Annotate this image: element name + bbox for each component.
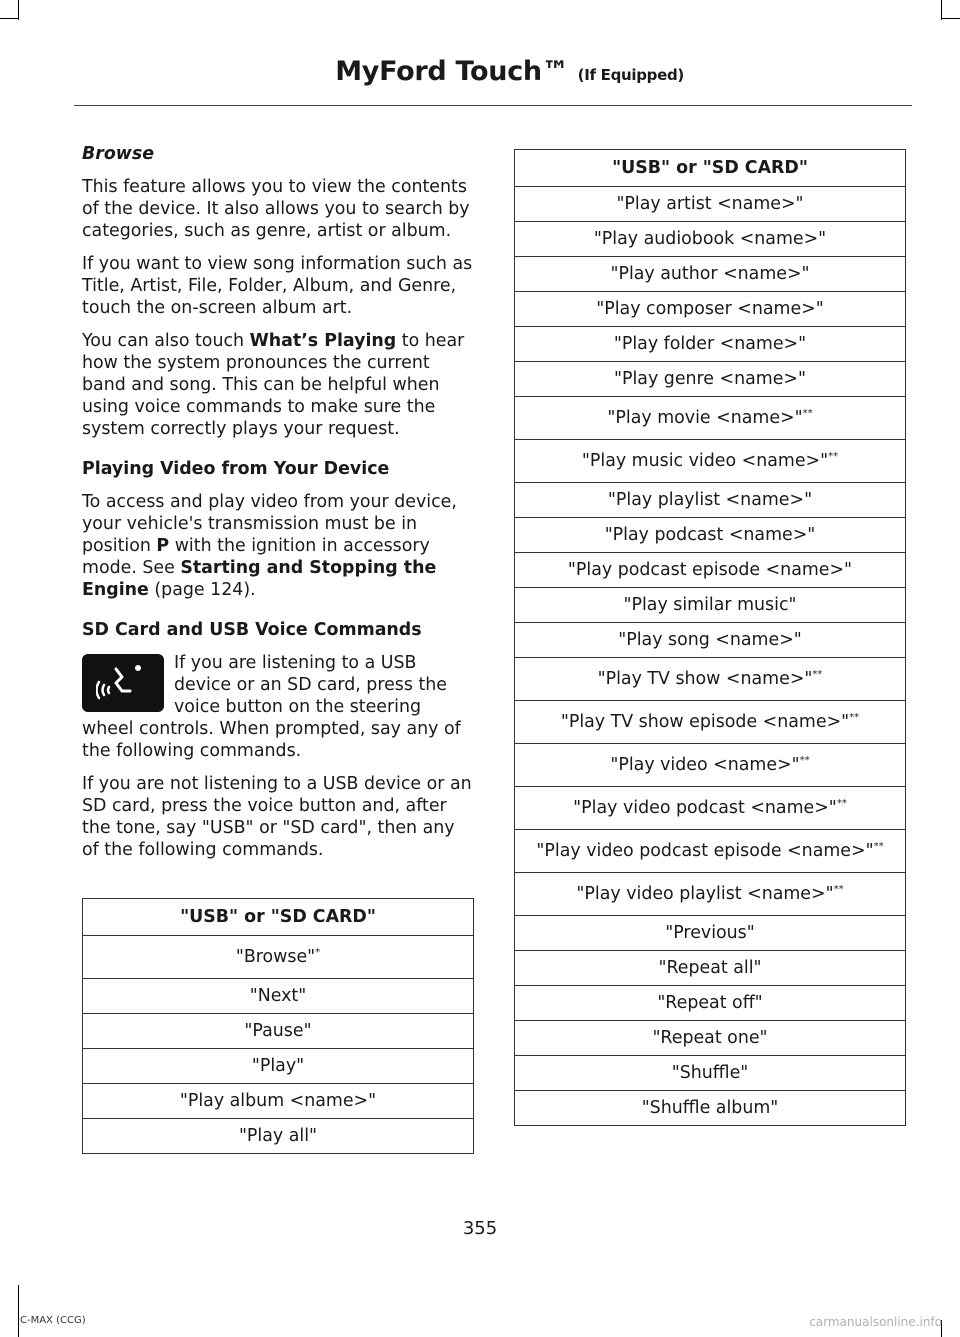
- footnote-marker: **: [799, 755, 810, 767]
- video-heading: Playing Video from Your Device: [82, 459, 390, 479]
- header-title: MyFord Touch™: [335, 56, 569, 87]
- command-cell: [515, 830, 906, 873]
- table-row: [515, 362, 906, 397]
- command-text: "Play TV show <name>": [597, 669, 813, 689]
- footnote-marker: **: [802, 408, 813, 420]
- crop-mark: [941, 0, 942, 20]
- voice-command-icon: [82, 654, 164, 712]
- table-row: [515, 873, 906, 916]
- table-row: [515, 1021, 906, 1056]
- command-text: "Next": [249, 986, 307, 1006]
- table-row: [515, 553, 906, 588]
- command-text: "Repeat off": [657, 993, 763, 1013]
- table-row: [515, 1091, 906, 1126]
- command-text: "Play genre <name>": [613, 369, 806, 389]
- command-cell: [515, 483, 906, 518]
- command-text: "Repeat all": [658, 958, 762, 978]
- command-cell: [83, 1084, 474, 1119]
- command-text: "Play podcast <name>": [604, 525, 816, 545]
- command-text: "Play podcast episode <name>": [567, 560, 853, 580]
- command-text: "Shuffle album": [641, 1098, 779, 1118]
- table-row: [83, 1084, 474, 1119]
- browse-heading: Browse: [82, 144, 154, 164]
- table-header: "USB" or "SD CARD": [515, 150, 906, 187]
- command-text: "Browse": [235, 947, 316, 967]
- command-cell: [515, 292, 906, 327]
- left-column: [82, 143, 474, 872]
- command-cell: [515, 986, 906, 1021]
- table-row: [515, 222, 906, 257]
- table-row: [515, 701, 906, 744]
- footnote-marker: **: [849, 712, 860, 724]
- command-cell: [515, 623, 906, 658]
- command-cell: [83, 1049, 474, 1084]
- command-text: "Shuffle": [671, 1063, 749, 1083]
- command-text: "Play song <name>": [618, 630, 802, 650]
- command-text: "Play all": [238, 1126, 318, 1146]
- park-position-label: P: [156, 536, 170, 556]
- table-row: [515, 916, 906, 951]
- table-row: [515, 951, 906, 986]
- command-text: "Play composer <name>": [596, 299, 824, 319]
- command-text: "Play movie <name>": [607, 408, 803, 428]
- crop-mark: [18, 0, 19, 20]
- table-row: [83, 1119, 474, 1154]
- command-cell: [515, 440, 906, 483]
- command-text: "Repeat one": [652, 1028, 768, 1048]
- command-cell: [515, 397, 906, 440]
- model-code: C-MAX (CCG): [20, 1315, 86, 1326]
- command-cell: [515, 1021, 906, 1056]
- command-cell: [515, 916, 906, 951]
- table-row: [83, 936, 474, 979]
- command-text: "Play video podcast episode <name>": [536, 841, 874, 861]
- table-row: [515, 483, 906, 518]
- command-text: "Previous": [665, 923, 755, 943]
- footnote-marker: **: [873, 841, 884, 853]
- table-row: [515, 787, 906, 830]
- command-cell: [515, 588, 906, 623]
- table-row: [515, 397, 906, 440]
- command-cell: [515, 187, 906, 222]
- cross-reference-link[interactable]: Starting and Stopping the Engine: [82, 558, 437, 600]
- whats-playing-label: What’s Playing: [249, 331, 397, 351]
- command-cell: [515, 518, 906, 553]
- command-cell: [515, 1056, 906, 1091]
- command-text: "Play similar music": [623, 595, 797, 615]
- command-cell: [83, 1014, 474, 1049]
- footnote-marker: **: [828, 451, 839, 463]
- command-cell: [83, 979, 474, 1014]
- command-text: "Play": [251, 1056, 305, 1076]
- table-row: [515, 986, 906, 1021]
- command-cell: [515, 951, 906, 986]
- page-header: [335, 56, 684, 87]
- command-text: "Play music video <name>": [581, 451, 829, 471]
- table-header: "USB" or "SD CARD": [83, 899, 474, 936]
- table-row: [515, 292, 906, 327]
- song-info-paragraph: If you want to view song information such as Title, Artist, File, Folder, Album, and Genre, touch the on-screen album art.: [82, 254, 473, 318]
- crop-mark: [18, 1285, 19, 1337]
- command-text: "Play video playlist <name>": [576, 884, 834, 904]
- text-run: to hear how the system pronounces the current band and song. This can be helpful when using voice commands to make sure the system correctly plays your request.: [82, 331, 465, 439]
- not-listening-paragraph: If you are not listening to a USB device or an SD card, press the voice button and, after the tone, say "USB" or "SD card", then any of the following commands.: [82, 774, 472, 860]
- header-divider: [74, 105, 912, 106]
- table-row: [83, 1014, 474, 1049]
- table-row: [83, 1049, 474, 1084]
- video-paragraph: [82, 491, 474, 601]
- command-cell: [515, 257, 906, 292]
- table-row: [515, 658, 906, 701]
- command-cell: [83, 936, 474, 979]
- header-subtitle: (If Equipped): [577, 66, 684, 84]
- command-text: "Play artist <name>": [616, 194, 804, 214]
- footnote-marker: **: [833, 884, 844, 896]
- command-cell: [515, 658, 906, 701]
- command-cell: [515, 701, 906, 744]
- command-cell: [515, 222, 906, 257]
- command-cell: [515, 327, 906, 362]
- table-row: [83, 979, 474, 1014]
- command-text: "Play video podcast <name>": [573, 798, 837, 818]
- table-row: [515, 257, 906, 292]
- text-run: with the ignition in accessory mode. See: [82, 536, 430, 578]
- browse-paragraph: This feature allows you to view the contents of the device. It also allows you to search by categories, such as genre, artist or album.: [82, 177, 470, 241]
- table-row: [515, 623, 906, 658]
- table-row: [515, 187, 906, 222]
- table-row: [515, 518, 906, 553]
- command-text: "Play audiobook <name>": [593, 229, 827, 249]
- command-cell: [515, 362, 906, 397]
- footnote-marker: *: [315, 947, 321, 959]
- command-text: "Play author <name>": [610, 264, 810, 284]
- sd-usb-heading: SD Card and USB Voice Commands: [82, 620, 422, 640]
- table-row: [515, 830, 906, 873]
- table-row: [515, 440, 906, 483]
- command-cell: [515, 1091, 906, 1126]
- crop-mark: [942, 18, 960, 19]
- watermark: carmanualsonline.info: [809, 1315, 942, 1329]
- command-cell: [515, 873, 906, 916]
- table-row: [515, 744, 906, 787]
- text-run: You can also touch: [82, 331, 250, 351]
- footnote-marker: **: [836, 798, 847, 810]
- command-cell: [515, 553, 906, 588]
- command-text: "Play album <name>": [179, 1091, 377, 1111]
- commands-table-left: [82, 898, 474, 1154]
- whats-playing-paragraph: [82, 330, 474, 440]
- page-number: 355: [462, 1218, 498, 1239]
- text-run: (page 124).: [148, 580, 256, 600]
- voice-instruction: [82, 652, 474, 773]
- command-text: "Play folder <name>": [613, 334, 807, 354]
- footnote-marker: **: [812, 669, 823, 681]
- command-cell: [83, 1119, 474, 1154]
- text-run: To access and play video from your device, your vehicle's transmission must be in position: [82, 492, 457, 556]
- table-row: [515, 1056, 906, 1091]
- voice-paragraph: If you are listening to a USB device or an SD card, press the voice button on the steering wheel controls. When prompted, say any of the following commands.: [82, 653, 461, 761]
- command-text: "Play TV show episode <name>": [560, 712, 850, 732]
- table-row: [515, 327, 906, 362]
- commands-table-right: [514, 149, 906, 1126]
- command-text: "Pause": [244, 1021, 312, 1041]
- command-cell: [515, 787, 906, 830]
- command-cell: [515, 744, 906, 787]
- crop-mark: [0, 18, 18, 19]
- table-row: [515, 588, 906, 623]
- command-text: "Play video <name>": [610, 755, 800, 775]
- command-text: "Play playlist <name>": [607, 490, 813, 510]
